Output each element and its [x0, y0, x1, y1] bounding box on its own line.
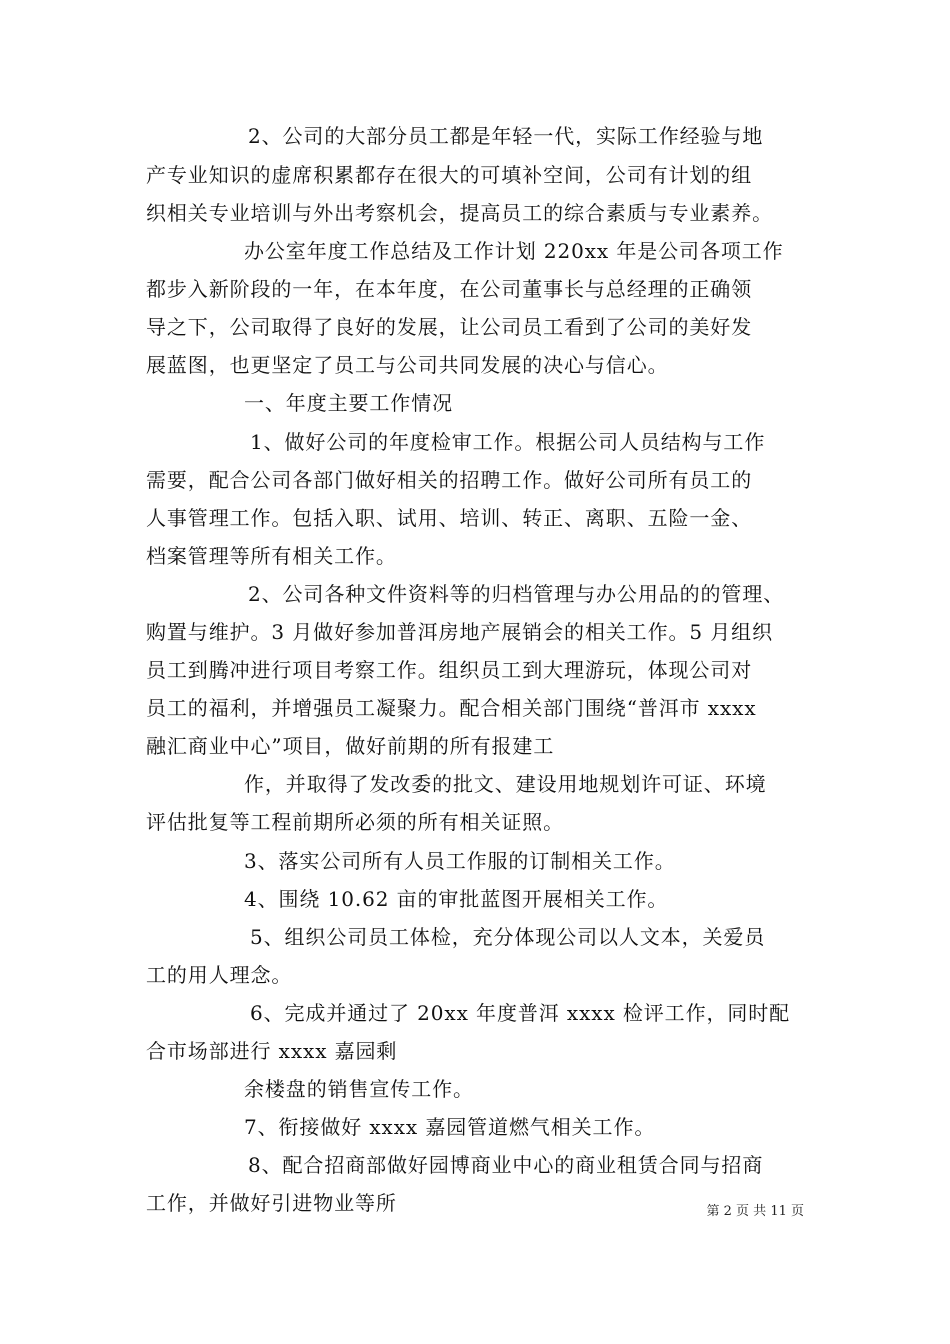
paragraph-line: 合市场部进行 xxxx 嘉园剩 [146, 1039, 398, 1063]
section-heading: 一、年度主要工作情况 [244, 391, 453, 415]
paragraph-line: 办公室年度工作总结及工作计划 220xx 年是公司各项工作 [244, 239, 784, 263]
paragraph-line: 作，并取得了发改委的批文、建设用地规划许可证、环境 [244, 772, 767, 796]
paragraph-line: 余楼盘的销售宣传工作。 [244, 1077, 474, 1101]
paragraph-line: 产专业知识的虚席积累都存在很大的可填补空间，公司有计划的组 [146, 163, 753, 187]
paragraph-line: 2、公司的大部分员工都是年轻一代，实际工作经验与地 [248, 124, 764, 148]
paragraph-line: 7、衔接做好 xxxx 嘉园管道燃气相关工作。 [244, 1115, 656, 1139]
paragraph-line: 2、公司各种文件资料等的归档管理与办公用品的的管理、 [248, 582, 785, 606]
paragraph-line: 融汇商业中心”项目，做好前期的所有报建工 [146, 734, 555, 758]
paragraph-line: 织相关专业培训与外出考察机会，提高员工的综合素质与专业素养。 [146, 201, 773, 225]
paragraph-line: 4、围绕 10.62 亩的审批蓝图开展相关工作。 [244, 887, 669, 911]
paragraph-line: 导之下，公司取得了良好的发展，让公司员工看到了公司的美好发 [146, 315, 753, 339]
paragraph-line: 展蓝图，也更坚定了员工与公司共同发展的决心与信心。 [146, 353, 669, 377]
paragraph-line: 5、组织公司员工体检，充分体现公司以人文本，关爱员 [250, 925, 766, 949]
paragraph-line: 员工的福利，并增强员工凝聚力。配合相关部门围绕“普洱市 xxxx [146, 696, 757, 720]
paragraph-line: 工作，并做好引进物业等所 [146, 1191, 397, 1215]
paragraph-line: 8、配合招商部做好园博商业中心的商业租赁合同与招商 [248, 1153, 764, 1177]
paragraph-line: 都步入新阶段的一年，在本年度，在公司董事长与总经理的正确领 [146, 277, 753, 301]
page-number-footer: 第 2 页 共 11 页 [706, 1204, 804, 1219]
paragraph-line: 人事管理工作。包括入职、试用、培训、转正、离职、五险一金、 [146, 506, 753, 530]
paragraph-line: 6、完成并通过了 20xx 年度普洱 xxxx 检评工作，同时配 [250, 1001, 791, 1025]
paragraph-line: 需要，配合公司各部门做好相关的招聘工作。做好公司所有员工的 [146, 468, 753, 492]
paragraph-line: 评估批复等工程前期所必须的所有相关证照。 [146, 810, 564, 834]
paragraph-line: 员工到腾冲进行项目考察工作。组织员工到大理游玩，体现公司对 [146, 658, 753, 682]
paragraph-line: 1、做好公司的年度检审工作。根据公司人员结构与工作 [250, 430, 766, 454]
paragraph-line: 购置与维护。3 月做好参加普洱房地产展销会的相关工作。5 月组织 [146, 620, 773, 644]
paragraph-line: 3、落实公司所有人员工作服的订制相关工作。 [244, 849, 676, 873]
paragraph-line: 档案管理等所有相关工作。 [146, 544, 397, 568]
paragraph-line: 工的用人理念。 [146, 963, 293, 987]
